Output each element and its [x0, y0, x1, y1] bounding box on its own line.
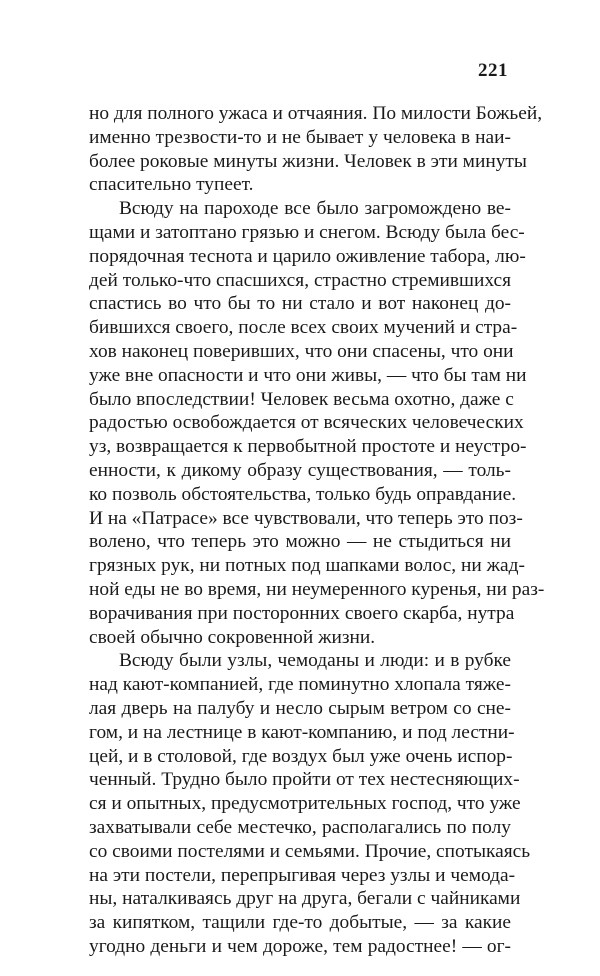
text-line: более роковые минуты жизни. Человек в эти минуты [89, 150, 527, 172]
text-line: дей только-что спасшихся, страстно стремившихся [89, 269, 511, 291]
text-line: уже вне опасности и что они живы, — что бы там ни [89, 364, 527, 386]
text-line: ко позволь обстоятельства, только будь оправдание. [89, 483, 517, 505]
text-line: енности, к дикому образу существования, — толь- [89, 459, 511, 481]
text-line: на эти постели, перепрыгивая через узлы и чемода- [89, 864, 516, 886]
text-line: уз, возвращается к первобытной простоте и неустро- [89, 436, 527, 458]
text-line: И на «Патрасе» все чувствовали, что теперь это поз- [89, 507, 523, 529]
text-line: Всюду на пароходе все было загромождено ве- [119, 198, 511, 220]
text-line: спастись во что бы то ни стало и вот наконец до- [89, 293, 511, 315]
text-line: за кипятком, тащили где-то добытые, — за какие [89, 912, 511, 934]
text-line: со своими постелями и семьями. Прочие, спотыкаясь [89, 840, 531, 862]
text-line: Всюду были узлы, чемоданы и люди: и в рубке [119, 650, 511, 672]
text-line: порядочная теснота и царило оживление табора, лю- [89, 245, 526, 267]
text-line: радостью освобождается от всяческих человеческих [89, 412, 524, 434]
text-line: ченный. Трудно было пройти от тех нестесняющих- [89, 769, 520, 791]
text-line: гом, и на лестнице в кают-компанию, и под лестни- [89, 721, 515, 743]
text-line: захватывали себе местечко, располагались по полу [89, 816, 511, 838]
text-line: волено, что теперь это можно — не стыдиться ни [89, 531, 511, 553]
text-line: бившихся своего, после всех своих мучений и стра- [89, 317, 518, 339]
text-line: было впоследствии! Человек весьма охотно, даже с [89, 388, 514, 410]
text-line: угодно деньги и чем дороже, тем радостнее! — ог- [89, 935, 511, 957]
text-line: но для полного ужаса и отчаяния. По милости Божьей, [89, 103, 543, 124]
text-line: над кают-компанией, где поминутно хлопала тяже- [89, 674, 511, 696]
text-line: спасительно тупеет. [89, 174, 254, 196]
text-line: ны, наталкиваясь друг на друга, бегали с чайниками [89, 888, 521, 910]
text-line: цей, и в столовой, где воздух был уже очень испор- [89, 745, 513, 767]
body-text [89, 102, 545, 959]
text-line: лая дверь на палубу и несло сырым ветром со сне- [89, 697, 511, 719]
text-line: хов наконец поверивших, что они спасены, что они [89, 340, 514, 362]
text-line: ной еды не во время, ни неумеренного куренья, ни раз- [89, 578, 545, 600]
text-line: ся и опытных, предусмотрительных господ, что уже [89, 793, 521, 815]
page-number: 221 [478, 60, 508, 81]
text-line: ворачивания при посторонних своего скарба, нутра [89, 602, 515, 624]
text-line: своей обычно сокровенной жизни. [89, 626, 376, 648]
text-line: именно трезвости-то и не бывает у человека в наи- [89, 126, 511, 148]
text-line: щами и затоптано грязью и снегом. Всюду была бес- [89, 221, 525, 243]
text-line: грязных рук, ни потных под шапками волос, ни жад- [89, 555, 525, 577]
